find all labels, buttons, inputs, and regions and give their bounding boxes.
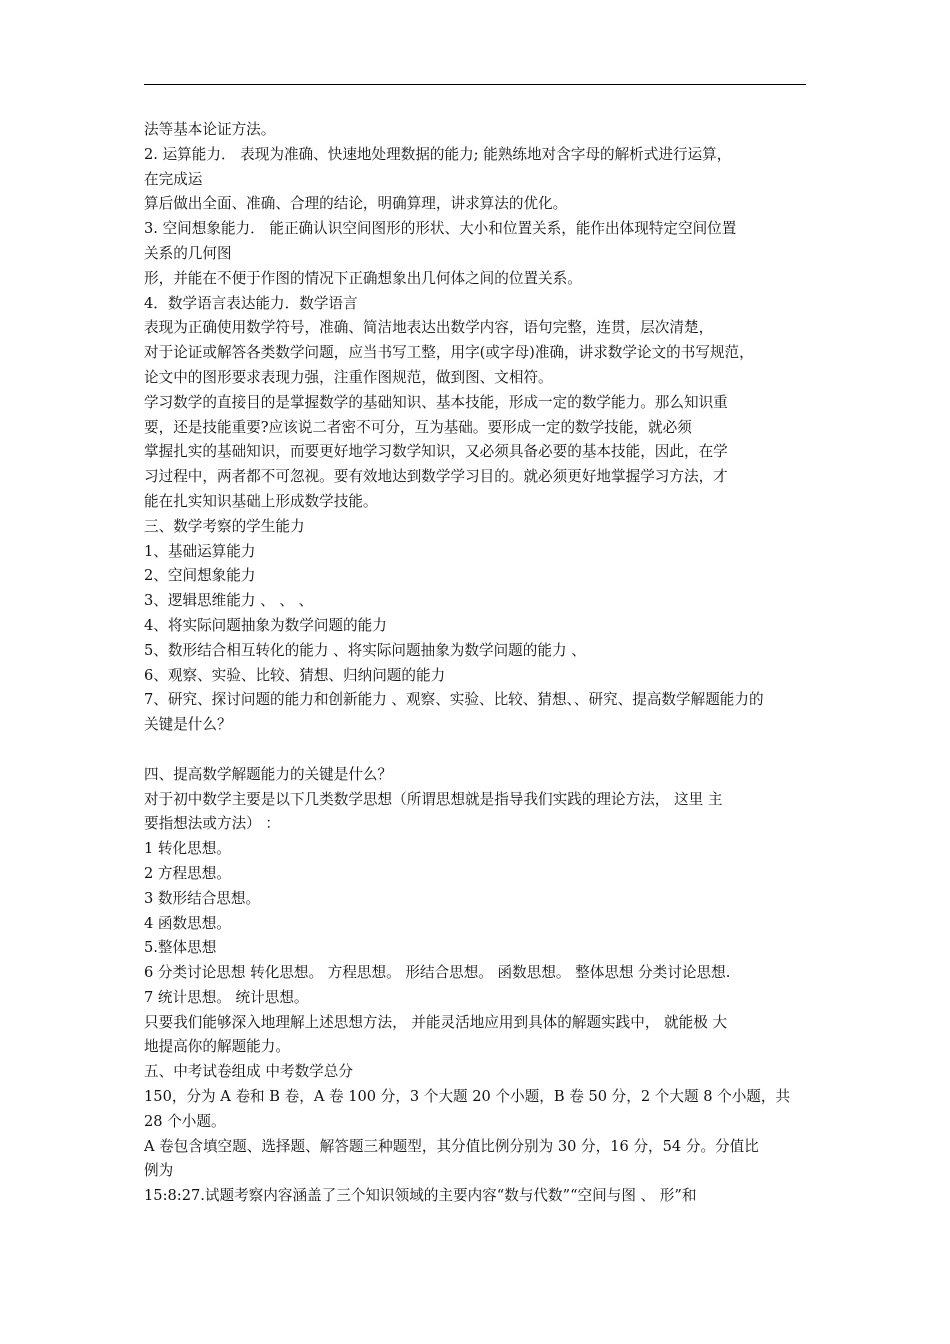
text-line: 地提高你的解题能力。 [144,1038,290,1056]
text-line: 例为 [144,1162,174,1180]
text-line: 只要我们能够深入地理解上述思想方法， 并能灵活地应用到具体的解题实践中， 就能极 大 [144,1013,728,1031]
text-line: 对于初中数学主要是以下几类数学思想（所谓思想就是指导我们实践的理论方法， 这里 主 [144,790,723,808]
text-line: 6、观察、实验、比较、猜想、归纳问题的能力 [144,666,446,684]
text-line: 1 转化思想。 [144,840,231,858]
text-line: 3. 空间想象能力． 能正确认识空间图形的形状、大小和位置关系，能作出体现特定空间位置 [144,220,737,238]
text-line: 7、研究、探讨问题的能力和创新能力 、观察、实验、比较、猜想、、研究、提高数学解题能力的 [144,691,764,709]
text-line: 关键是什么？ [144,716,232,734]
text-line: 2. 运算能力． 表现为准确、快速地处理数据的能力; 能熟练地对含字母的解析式进行运算， [144,145,732,163]
text-line: 掌握扎实的基础知识，而要更好地学习数学知识，又必须具备必要的基本技能，因此，在学 [144,443,728,461]
text-line: 5.整体思想 [144,939,217,957]
text-line: 学习数学的直接目的是掌握数学的基础知识、基本技能，形成一定的数学能力。那么知识重 [144,393,728,411]
text-line: 4、将实际问题抽象为数学问题的能力 [144,616,387,634]
text-line: 6 分类讨论思想 转化思想。 方程思想。 形结合思想。 函数思想。 整体思想 分类讨论思想. [144,964,731,982]
text-line: 150，分为 A 卷和 B 卷，A 卷 100 分，3 个大题 20 个小题，B 卷 50 分，2 个大题 8 个小题，共 [144,1088,791,1106]
text-line: 3、逻辑思维能力 、 、 、 [144,592,314,610]
text-line: 7 统计思想。 统计思想。 [144,988,309,1006]
text-line: 1、基础运算能力 [144,542,256,560]
text-line: A 卷包含填空题、选择题、解答题三种题型，其分值比例分别为 30 分，16 分，54 分。分值比 [144,1137,759,1155]
text-line: 要，还是技能重要?应该说二者密不可分，互为基础。要形成一定的数学技能，就必须 [144,418,692,436]
text-line: 2、空间想象能力 [144,567,256,585]
text-line: 能在扎实知识基础上形成数学技能。 [144,492,378,510]
blank-line [144,738,812,763]
text-line: 关系的几何图 [144,244,232,262]
text-line: 五、中考试卷组成 中考数学总分 [144,1063,353,1081]
text-line: 论文中的图形要求表现力强，注重作图规范，做到图、文相符。 [144,368,553,386]
text-line: 28 个小题。 [144,1112,226,1130]
document-body [144,118,812,1209]
text-line: 3 数形结合思想。 [144,889,261,907]
text-line: 法等基本论证方法。 [144,121,276,138]
text-line: 对于论证或解答各类数学问题，应当书写工整，用字(或字母)准确，讲求数学论文的书写规范， [144,344,754,362]
text-line: 四、提高数学解题能力的关键是什么？ [144,765,393,783]
text-line: 4 函数思想。 [144,914,231,932]
text-line: 在完成运 [144,170,203,188]
text-line: 2 方程思想。 [144,864,231,882]
text-line: 习过程中，两者都不可忽视。要有效地达到数学学习目的。就必须更好地掌握学习方法，才 [144,468,728,486]
text-line: 三、数学考察的学生能力 [144,517,305,535]
text-line: 5、数形结合相互转化的能力 、将实际问题抽象为数学问题的能力 、 [144,641,586,659]
text-line: 表现为正确使用数学符号，准确、简洁地表达出数学内容，语句完整，连贯，层次清楚， [144,319,714,337]
text-line: 形，并能在不便于作图的情况下正确想象出几何体之间的位置关系。 [144,269,582,287]
text-line: 算后做出全面、准确、合理的结论，明确算理，讲求算法的优化。 [144,195,568,213]
text-line: 要指想法或方法） ： [144,815,280,833]
text-line: 15:8:27.试题考察内容涵盖了三个知识领域的主要内容“数与代数”“空间与图 、 形”和 [144,1187,697,1205]
header-rule [144,84,806,85]
text-line: 4．数学语言表达能力．数学语言 [144,294,358,312]
